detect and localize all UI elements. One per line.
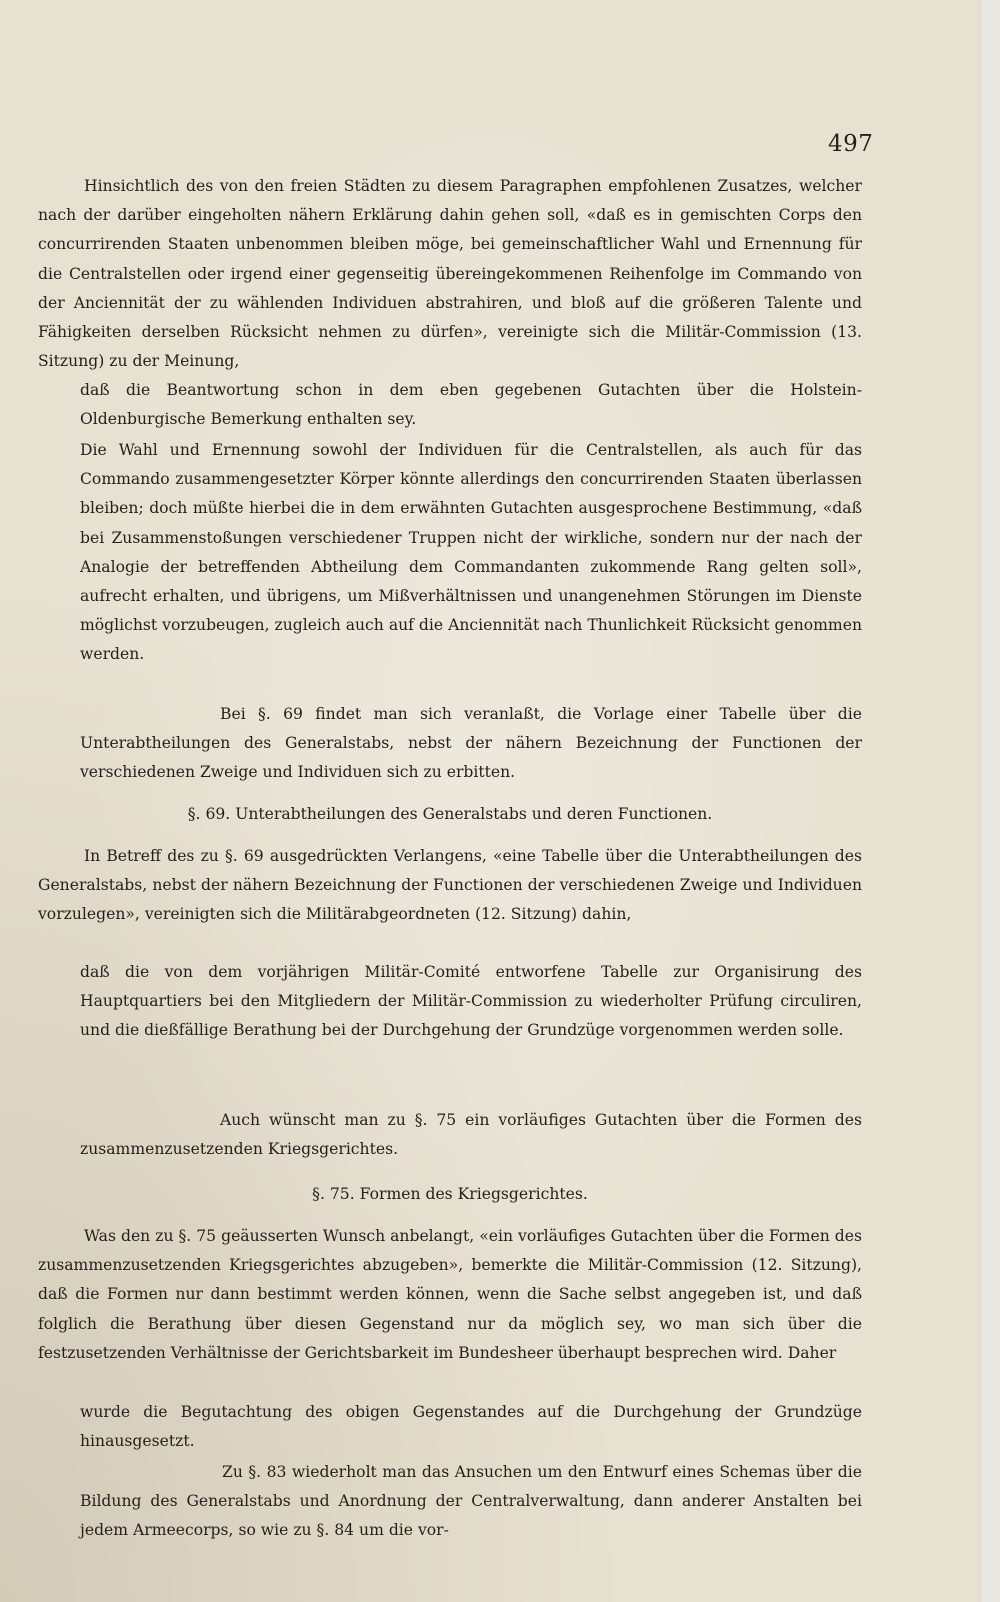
scan-margin — [982, 0, 1000, 1602]
paragraph-tabelle: daß die von dem vorjährigen Militär-Comité entworfene Tabelle zur Organisirung des Hauptquartiers bei den Mitgliedern der Militär-Commission zu wiederholter Prüfung circuliren, und die dießfällige Berathung bei der Durchgehung der Grundzüge vorgenommen werden solle. — [80, 963, 862, 1040]
page-number: 497 — [828, 131, 874, 157]
paragraph-auch-75: Auch wünscht man zu §. 75 ein vorläufiges Gutachten über die Formen des zusammenzusetzenden Kriegsgerichtes. — [80, 1111, 862, 1159]
section-heading-69: §. 69. Unterabtheilungen des Generalstabs und deren Functionen. — [187, 805, 713, 823]
paragraph-wahl-ernennung: Die Wahl und Ernennung sowohl der Individuen für die Centralstellen, als auch für das Commando zusammengesetzter Körper könnte allerdings den concurrirenden Staaten überlassen bleiben; doch müßte hierbei die in dem erwähnten Gutachten ausgesprochene Bestimmung, «daß bei Zusammenstoßungen verschiedener Truppen nicht der wirkliche, sondern nur der nach der Analogie der betreffenden Abtheilung dem Commandanten zukommende Rang gelten soll», aufrecht erhalten, und übrigens, um Mißverhältnissen und unangenehmen Störungen im Dienste möglichst vorzubeugen, zugleich auch auf die Anciennität nach Thunlichkeit Rücksicht genommen werden. — [80, 441, 862, 664]
paragraph-zu-83: Zu §. 83 wiederholt man das Ansuchen um den Entwurf eines Schemas über die Bildung des Generalstabs und Anordnung der Centralverwaltung, dann anderer Anstalten bei jedem Armeecorps, so wie zu §. 84 um die vor- — [80, 1463, 862, 1540]
paragraph-beantwortung: daß die Beantwortung schon in dem eben gegebenen Gutachten über die Holstein-Oldenburgische Bemerkung enthalten sey. — [80, 381, 862, 429]
paragraph-was-den: Was den zu §. 75 geäusserten Wunsch anbelangt, «ein vorläufiges Gutachten über die Formen des zusammenzusetzenden Kriegsgerichtes abzugeben», bemerkte die Militär-Commission (12. Sitzung), daß die Formen nur dann bestimmt werden können, wenn die Sache selbst angegeben ist, und daß folglich die Berathung über diesen Gegenstand nur da möglich sey, wo man sich über die festzusetzenden Verhältnisse der Gerichtsbarkeit im Bundesheer überhaupt besprechen wird. Daher — [38, 1227, 862, 1362]
paragraph-bei-69: Bei §. 69 findet man sich veranlaßt, die Vorlage einer Tabelle über die Unterabtheilungen des Generalstabs, nebst der nähern Bezeichnung der Functionen der verschiedenen Zweige und Individuen sich zu erbitten. — [80, 705, 862, 782]
paragraph-hinsichtlich: Hinsichtlich des von den freien Städten zu diesem Paragraphen empfohlenen Zusatzes, welcher nach der darüber eingeholten nähern Erklärung dahin gehen soll, «daß es in gemischten Corps den concurrirenden Staaten unbenommen bleiben möge, bei gemeinschaftlicher Wahl und Ernennung für die Centralstellen oder irgend einer gegenseitig übereingekommenen Reihenfolge im Commando von der Anciennität der zu wählenden Individuen abstrahiren, und bloß auf die größeren Talente und Fähigkeiten derselben Rücksicht nehmen zu dürfen», vereinigte sich die Militär-Commission (13. Sitzung) zu der Meinung, — [38, 177, 862, 371]
paragraph-begutachtung: wurde die Begutachtung des obigen Gegenstandes auf die Durchgehung der Grundzüge hinausgesetzt. — [80, 1403, 862, 1451]
paragraph-in-betreff: In Betreff des zu §. 69 ausgedrückten Verlangens, «eine Tabelle über die Unterabtheilungen des Generalstabs, nebst der nähern Bezeichnung der Functionen der verschiedenen Zweige und Individuen vorzulegen», vereinigten sich die Militärabgeordneten (12. Sitzung) dahin, — [38, 847, 862, 924]
section-heading-75: §. 75. Formen des Kriegsgerichtes. — [312, 1185, 588, 1203]
